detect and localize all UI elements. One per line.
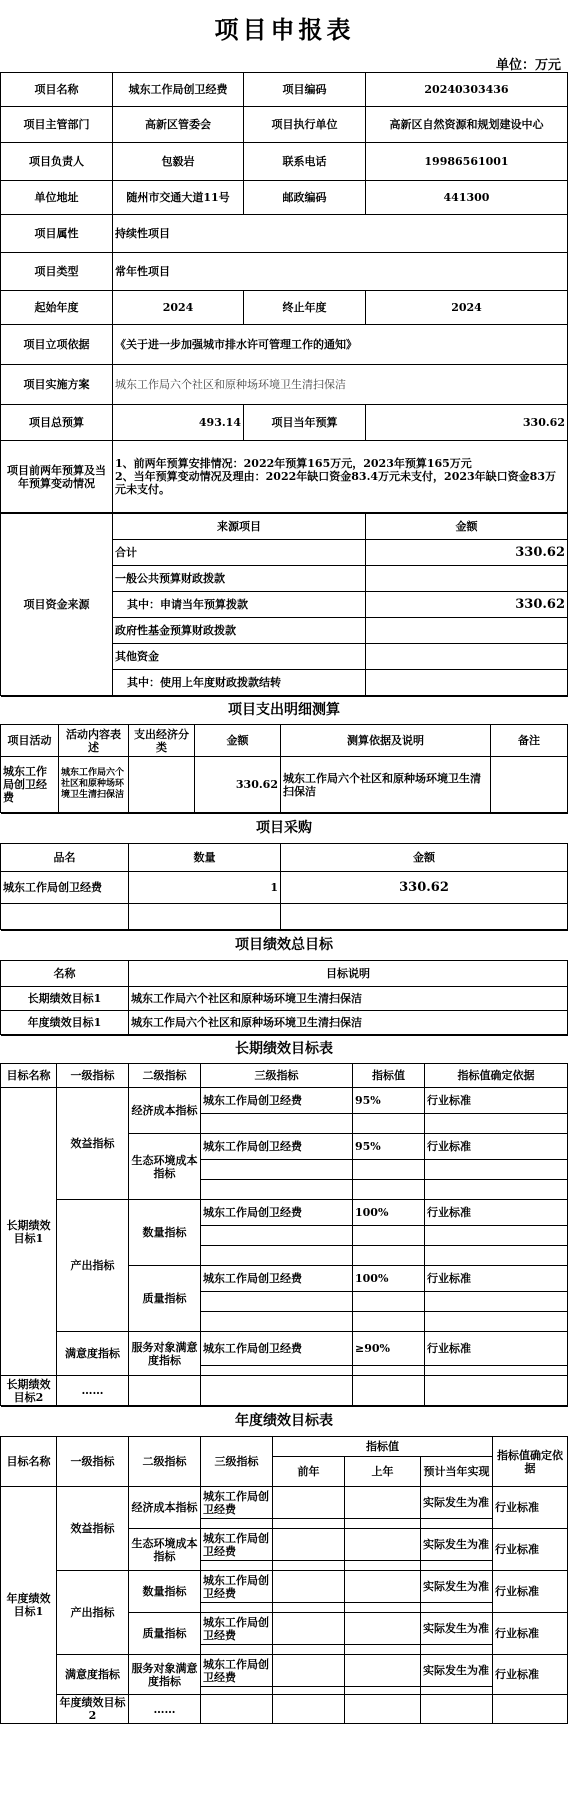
goal-desc: 城东工作局六个社区和原种场环境卫生清扫保洁	[129, 1011, 568, 1035]
long-empty	[201, 1366, 353, 1376]
fund-source-table	[0, 513, 568, 696]
annual-prev	[273, 1655, 345, 1687]
annual-last	[345, 1571, 421, 1603]
long-value: 95%	[353, 1088, 425, 1114]
annual-header: 指标值确定依据	[493, 1437, 568, 1487]
basic-info-table	[0, 72, 568, 513]
annual-l1: 满意度指标	[57, 1655, 129, 1695]
annual-header: 一级指标	[57, 1437, 129, 1487]
annual-basis: 行业标准	[493, 1613, 568, 1655]
annual-prev	[273, 1487, 345, 1519]
annual-empty	[421, 1603, 493, 1613]
purchase-header: 金额	[281, 844, 568, 872]
fund-header-source: 来源项目	[113, 514, 366, 540]
annual-goal2-dots: ……	[129, 1695, 201, 1724]
annual-empty	[421, 1645, 493, 1655]
annual-empty	[273, 1561, 345, 1571]
long-basis: 行业标准	[425, 1200, 568, 1226]
label-prev-budget: 项目前两年预算及当年预算变动情况	[1, 441, 113, 513]
label-project-code: 项目编码	[244, 73, 366, 107]
long-header: 指标值	[353, 1064, 425, 1088]
label-start-year: 起始年度	[1, 291, 113, 325]
long-value: 100%	[353, 1200, 425, 1226]
fund-row-amount	[366, 566, 568, 592]
annual-title: 年度绩效目标表	[1, 1407, 568, 1437]
label-leader: 项目负责人	[1, 143, 113, 181]
detail-table	[0, 696, 568, 813]
annual-empty	[201, 1519, 273, 1529]
annual-empty	[273, 1695, 345, 1724]
long-l2: 质量指标	[129, 1266, 201, 1332]
annual-goal2-name: 年度绩效目标2	[57, 1695, 129, 1724]
long-value: ≥90%	[353, 1332, 425, 1366]
label-basis: 项目立项依据	[1, 325, 113, 365]
long-empty	[353, 1226, 425, 1246]
long-l2: 生态环境成本指标	[129, 1134, 201, 1200]
long-empty	[425, 1226, 568, 1246]
purchase-title: 项目采购	[1, 814, 568, 844]
long-header: 二级指标	[129, 1064, 201, 1088]
annual-l2: 服务对象满意度指标	[129, 1655, 201, 1695]
purchase-empty	[1, 904, 129, 930]
detail-title: 项目支出明细测算	[1, 697, 568, 725]
current-budget: 330.62	[366, 405, 568, 441]
detail-category	[129, 757, 195, 813]
label-fund-source: 项目资金来源	[1, 514, 113, 696]
annual-l3: 城东工作局创卫经费	[201, 1571, 273, 1603]
project-attr: 持续性项目	[113, 215, 568, 253]
label-total-budget: 项目总预算	[1, 405, 113, 441]
annual-table	[0, 1406, 568, 1724]
long-empty	[353, 1114, 425, 1134]
long-basis: 行业标准	[425, 1266, 568, 1292]
annual-cur: 实际发生为准	[421, 1571, 493, 1603]
annual-subheader: 预计当年实现	[421, 1457, 493, 1487]
long-header: 指标值确定依据	[425, 1064, 568, 1088]
long-l3: 城东工作局创卫经费	[201, 1088, 353, 1114]
fund-row-name: 其他资金	[113, 644, 366, 670]
label-attr: 项目属性	[1, 215, 113, 253]
leader: 包毅岩	[113, 143, 244, 181]
long-basis: 行业标准	[425, 1134, 568, 1160]
annual-empty	[201, 1561, 273, 1571]
fund-row-amount: 330.62	[366, 592, 568, 618]
long-empty	[201, 1292, 353, 1312]
long-header: 三级指标	[201, 1064, 353, 1088]
detail-header: 活动内容表述	[59, 725, 129, 757]
detail-amount: 330.62	[195, 757, 281, 813]
annual-l2: 经济成本指标	[129, 1487, 201, 1529]
long-l3: 城东工作局创卫经费	[201, 1200, 353, 1226]
annual-empty	[421, 1687, 493, 1695]
long-empty	[425, 1114, 568, 1134]
annual-basis: 行业标准	[493, 1487, 568, 1529]
annual-header: 目标名称	[1, 1437, 57, 1487]
detail-content: 城东工作局六个社区和原种场环境卫生清扫保洁	[59, 757, 129, 813]
goal-name: 年度绩效目标1	[1, 1011, 129, 1035]
purchase-item: 城东工作局创卫经费	[1, 872, 129, 904]
start-year: 2024	[113, 291, 244, 325]
long-empty	[201, 1226, 353, 1246]
unit-label: 单位：万元	[495, 58, 561, 73]
annual-empty	[273, 1519, 345, 1529]
project-plan: 城东工作局六个社区和原种场环境卫生清扫保洁	[113, 365, 568, 405]
annual-l2: 生态环境成本指标	[129, 1529, 201, 1571]
long-empty	[129, 1376, 201, 1406]
annual-cur: 实际发生为准	[421, 1529, 493, 1561]
detail-header: 备注	[491, 725, 568, 757]
annual-subheader: 前年	[273, 1457, 345, 1487]
annual-empty	[201, 1603, 273, 1613]
annual-subheader: 上年	[345, 1457, 421, 1487]
long-empty	[353, 1366, 425, 1376]
fund-row-amount	[366, 670, 568, 696]
exec-unit: 高新区自然资源和规划建设中心	[366, 107, 568, 143]
end-year: 2024	[366, 291, 568, 325]
annual-prev	[273, 1613, 345, 1645]
annual-empty	[273, 1603, 345, 1613]
long-l2: 数量指标	[129, 1200, 201, 1266]
annual-l2: 质量指标	[129, 1613, 201, 1655]
label-project-name: 项目名称	[1, 73, 113, 107]
fund-row-amount	[366, 618, 568, 644]
dept: 高新区管委会	[113, 107, 244, 143]
page-title: 项目申报表	[214, 15, 355, 44]
annual-prev	[273, 1571, 345, 1603]
fund-row-name: 政府性基金预算财政拨款	[113, 618, 366, 644]
detail-remark	[491, 757, 568, 813]
annual-empty	[345, 1645, 421, 1655]
long-empty	[201, 1312, 353, 1332]
annual-header: 指标值	[273, 1437, 493, 1457]
long-empty	[353, 1312, 425, 1332]
long-value: 95%	[353, 1134, 425, 1160]
fund-row-name: 其中：使用上年度财政拨款结转	[113, 670, 366, 696]
annual-empty	[345, 1603, 421, 1613]
purchase-qty: 1	[129, 872, 281, 904]
long-l1: 产出指标	[57, 1200, 129, 1332]
purchase-header: 数量	[129, 844, 281, 872]
annual-cur: 实际发生为准	[421, 1487, 493, 1519]
annual-empty	[345, 1519, 421, 1529]
total-budget: 493.14	[113, 405, 244, 441]
annual-l3: 城东工作局创卫经费	[201, 1487, 273, 1519]
label-end-year: 终止年度	[244, 291, 366, 325]
long-empty	[353, 1160, 425, 1180]
annual-empty	[345, 1687, 421, 1695]
annual-cur: 实际发生为准	[421, 1613, 493, 1645]
long-empty	[425, 1366, 568, 1376]
annual-l1: 产出指标	[57, 1571, 129, 1655]
annual-basis: 行业标准	[493, 1529, 568, 1571]
long-empty	[353, 1246, 425, 1266]
long-goal-name: 长期绩效目标1	[1, 1088, 57, 1376]
goal-title: 项目绩效总目标	[1, 931, 568, 961]
annual-empty	[201, 1687, 273, 1695]
long-l3: 城东工作局创卫经费	[201, 1266, 353, 1292]
long-empty	[201, 1114, 353, 1134]
fund-row-name: 一般公共预算财政拨款	[113, 566, 366, 592]
detail-header: 测算依据及说明	[281, 725, 491, 757]
long-empty	[425, 1180, 568, 1200]
annual-last	[345, 1655, 421, 1687]
purchase-amount: 330.62	[281, 872, 568, 904]
detail-basis: 城东工作局六个社区和原种场环境卫生清扫保洁	[281, 757, 491, 813]
long-empty	[425, 1292, 568, 1312]
annual-cur: 实际发生为准	[421, 1655, 493, 1687]
long-l3: 城东工作局创卫经费	[201, 1332, 353, 1366]
detail-header: 项目活动	[1, 725, 59, 757]
annual-l3: 城东工作局创卫经费	[201, 1613, 273, 1645]
annual-header: 三级指标	[201, 1437, 273, 1487]
long-empty	[425, 1312, 568, 1332]
long-empty	[353, 1292, 425, 1312]
label-current-budget: 项目当年预算	[244, 405, 366, 441]
project-name: 城东工作局创卫经费	[113, 73, 244, 107]
long-empty	[201, 1376, 353, 1406]
annual-empty	[493, 1695, 568, 1724]
annual-l3: 城东工作局创卫经费	[201, 1655, 273, 1687]
annual-last	[345, 1529, 421, 1561]
long-empty	[201, 1160, 353, 1180]
annual-goal-name: 年度绩效目标1	[1, 1487, 57, 1724]
long-l2: 服务对象满意度指标	[129, 1332, 201, 1376]
long-empty	[425, 1160, 568, 1180]
annual-basis: 行业标准	[493, 1571, 568, 1613]
long-value: 100%	[353, 1266, 425, 1292]
long-goal2-name: 长期绩效目标2	[1, 1376, 57, 1406]
long-title: 长期绩效目标表	[1, 1036, 568, 1064]
annual-empty	[273, 1687, 345, 1695]
long-empty	[201, 1180, 353, 1200]
annual-empty	[273, 1645, 345, 1655]
annual-last	[345, 1613, 421, 1645]
form-body	[0, 72, 569, 1724]
goal-table	[0, 930, 568, 1035]
annual-empty	[421, 1519, 493, 1529]
fund-row-amount	[366, 644, 568, 670]
long-empty	[353, 1376, 425, 1406]
goal-header: 目标说明	[129, 961, 568, 987]
project-code: 20240303436	[366, 73, 568, 107]
annual-empty	[201, 1695, 273, 1724]
detail-activity: 城东工作局创卫经费	[1, 757, 59, 813]
annual-l2: 数量指标	[129, 1571, 201, 1613]
detail-header: 支出经济分类	[129, 725, 195, 757]
annual-prev	[273, 1529, 345, 1561]
long-l1: 效益指标	[57, 1088, 129, 1200]
fund-row-name: 其中：申请当年预算拨款	[113, 592, 366, 618]
long-header: 目标名称	[1, 1064, 57, 1088]
annual-header: 二级指标	[129, 1437, 201, 1487]
phone: 19986561001	[366, 143, 568, 181]
purchase-empty	[129, 904, 281, 930]
project-type: 常年性项目	[113, 253, 568, 291]
long-header: 一级指标	[57, 1064, 129, 1088]
annual-empty	[345, 1695, 421, 1724]
purchase-header: 品名	[1, 844, 129, 872]
detail-header: 金额	[195, 725, 281, 757]
label-address: 单位地址	[1, 181, 113, 215]
long-empty	[425, 1246, 568, 1266]
long-l3: 城东工作局创卫经费	[201, 1134, 353, 1160]
fund-row-name: 合计	[113, 540, 366, 566]
purchase-empty	[281, 904, 568, 930]
long-empty	[353, 1180, 425, 1200]
annual-basis: 行业标准	[493, 1655, 568, 1695]
annual-empty	[421, 1561, 493, 1571]
long-l2: 经济成本指标	[129, 1088, 201, 1134]
label-phone: 联系电话	[244, 143, 366, 181]
fund-header-amount: 金额	[366, 514, 568, 540]
annual-l1: 效益指标	[57, 1487, 129, 1571]
long-empty	[425, 1376, 568, 1406]
long-term-table	[0, 1035, 568, 1406]
label-postcode: 邮政编码	[244, 181, 366, 215]
prev-budget-text: 1、前两年预算安排情况：2022年预算165万元，2023年预算165万元 2、当年预算变动情况及理由：2022年缺口资金83.4万元未支付，2023年缺口资金83万元未支付。	[113, 441, 568, 513]
long-basis: 行业标准	[425, 1088, 568, 1114]
fund-row-amount: 330.62	[366, 540, 568, 566]
goal-name: 长期绩效目标1	[1, 987, 129, 1011]
annual-last	[345, 1487, 421, 1519]
long-basis: 行业标准	[425, 1332, 568, 1366]
goal-header: 名称	[1, 961, 129, 987]
goal-desc: 城东工作局六个社区和原种场环境卫生清扫保洁	[129, 987, 568, 1011]
long-goal2-dots: ……	[57, 1376, 129, 1406]
postcode: 441300	[366, 181, 568, 215]
purchase-table	[0, 813, 568, 930]
annual-empty	[345, 1561, 421, 1571]
address: 随州市交通大道11号	[113, 181, 244, 215]
project-basis: 《关于进一步加强城市排水许可管理工作的通知》	[113, 325, 568, 365]
label-exec-unit: 项目执行单位	[244, 107, 366, 143]
label-plan: 项目实施方案	[1, 365, 113, 405]
label-type: 项目类型	[1, 253, 113, 291]
long-l1: 满意度指标	[57, 1332, 129, 1376]
annual-empty	[421, 1695, 493, 1724]
label-dept: 项目主管部门	[1, 107, 113, 143]
long-empty	[201, 1246, 353, 1266]
annual-empty	[201, 1645, 273, 1655]
annual-l3: 城东工作局创卫经费	[201, 1529, 273, 1561]
